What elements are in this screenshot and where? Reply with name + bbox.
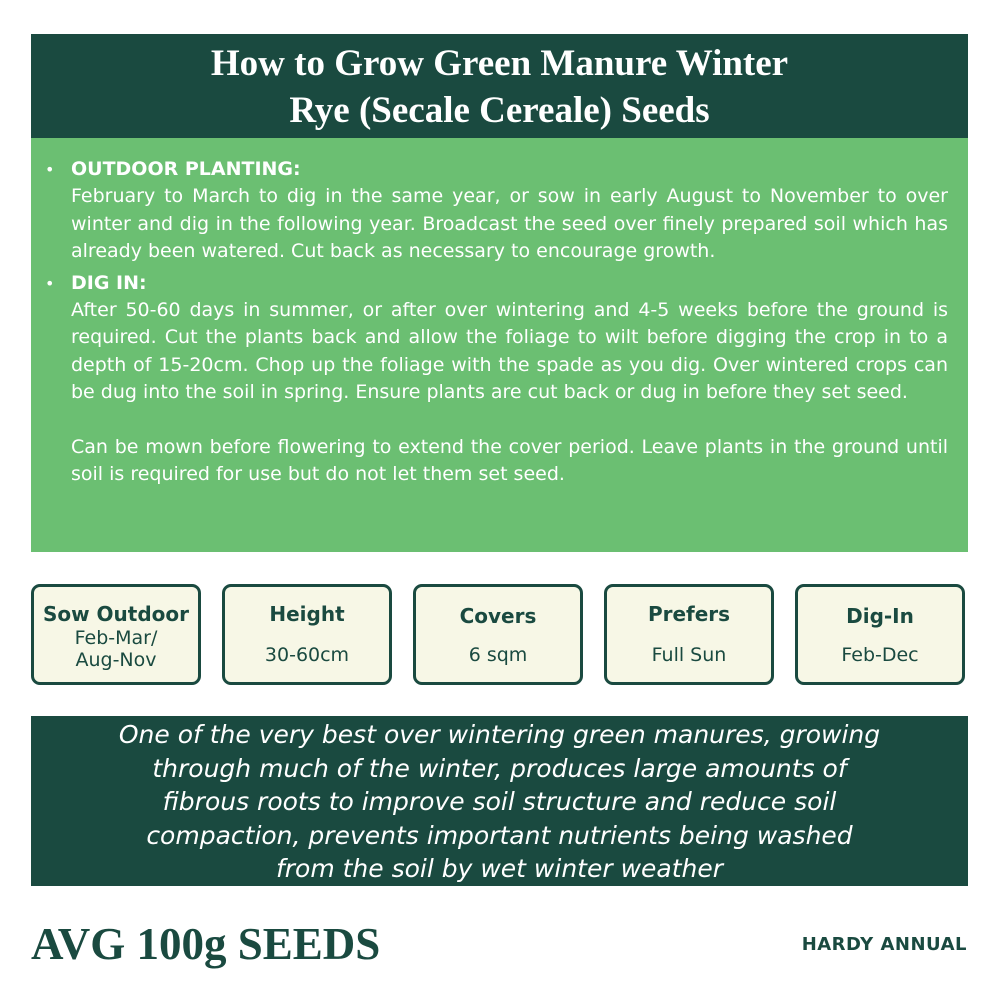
title-line-1: How to Grow Green Manure Winter	[210, 43, 789, 84]
stats-row	[31, 584, 968, 686]
stat-prefers	[604, 584, 774, 685]
description-line: through much of the winter, produces large amounts of	[152, 753, 847, 783]
description-line: compaction, prevents important nutrients being washed	[146, 820, 853, 850]
stat-covers	[413, 584, 583, 685]
description-line: One of the very best over wintering green manures, growing	[118, 720, 881, 749]
instruction-outdoor-planting	[71, 156, 948, 266]
instruction-dig-in	[71, 270, 948, 489]
stat-label: Sow Outdoor	[42, 602, 190, 626]
instruction-heading: • DIG IN:	[71, 271, 147, 294]
product-description	[31, 716, 968, 886]
stat-dig-in	[795, 584, 965, 685]
instruction-extra-text: Can be mown before flowering to extend the cover period. Leave plants in the ground until soil is required for use but do not let them set seed.	[71, 435, 948, 486]
description-line: fibrous roots to improve soil structure and reduce soil	[162, 787, 837, 816]
stat-label: Covers	[459, 604, 537, 628]
stat-value-line-1: Feb-Mar/	[74, 627, 158, 649]
growing-instructions	[31, 138, 968, 552]
instruction-text: After 50-60 days in summer, or after over wintering and 4-5 weeks before the ground is required. Cut the plants back and allow the foliage to wilt before digging the crop in to a depth of 15-20cm. Chop up the foliage with the spade as you dig. Over wintered crops can be dug into the soil in spring. Ensure plants are cut back or dug in before they set seed.	[71, 299, 948, 404]
instruction-list	[71, 156, 948, 488]
paragraph-spacer	[71, 407, 948, 434]
instruction-heading: • OUTDOOR PLANTING:	[71, 158, 301, 180]
stat-value: Feb-Dec	[841, 644, 919, 666]
instruction-text: February to March to dig in the same year, or sow in early August to November to over winter and dig in the following year. Broadcast the seed over finely prepared soil which has already been watered. Cut back as necessary to encourage growth.	[71, 185, 948, 263]
stat-value-line-2: Aug-Nov	[75, 649, 157, 671]
stat-label: Height	[269, 602, 345, 626]
title-line-2: Rye (Secale Cereale) Seeds	[289, 90, 710, 131]
stat-value: Full Sun	[651, 644, 727, 666]
seed-quantity: AVG 100g SEEDS	[31, 919, 381, 969]
stat-label: Prefers	[647, 602, 731, 626]
stat-label: Dig-In	[846, 604, 914, 628]
plant-type-label: HARDY ANNUAL	[801, 934, 967, 955]
stat-value: 6 sqm	[468, 644, 528, 666]
stat-height	[222, 584, 392, 685]
description-line: from the soil by wet winter weather	[275, 854, 724, 883]
page-title	[31, 34, 968, 138]
stat-sow-outdoor	[31, 584, 201, 685]
stat-value: 30-60cm	[264, 644, 350, 666]
